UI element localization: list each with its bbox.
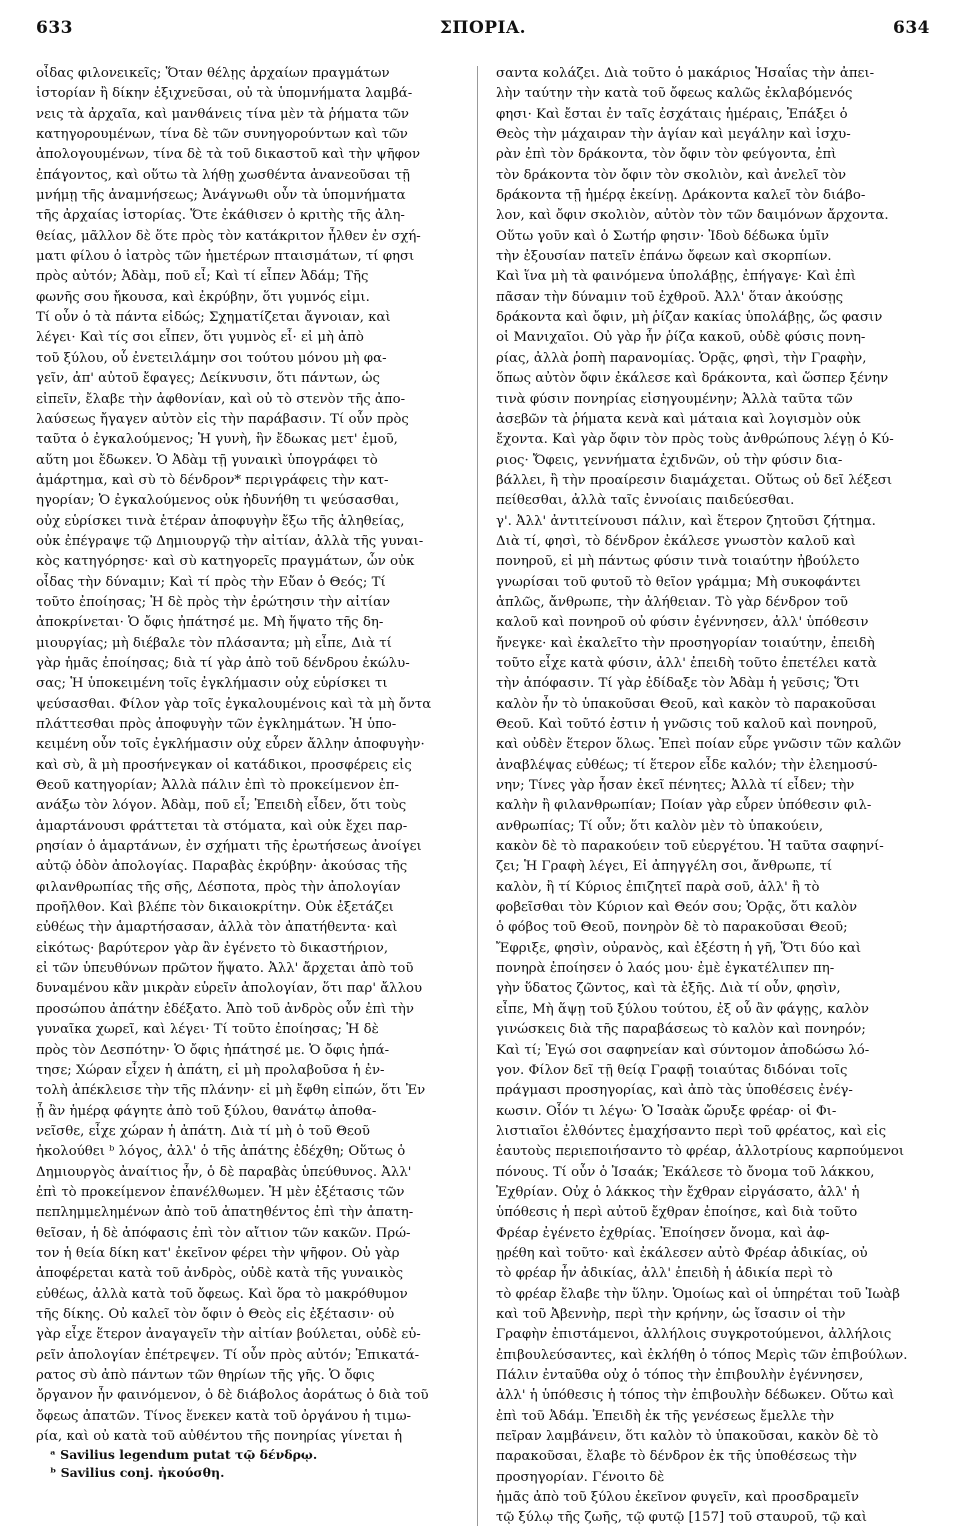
text-line: πονηροῦ, εἰ μὴ πάντως φύσιν τινὰ τοιαύτην ἠβούλετο (496, 554, 860, 570)
text-line: ἁμάρτημα, καὶ σὺ τὸ δένδρον* περιγράφεις τὴν κατ- (36, 472, 389, 488)
text-line: Γραφὴν ἐπιστάμενοι, ἀλλήλοις συγκροτούμενοι, ἀλλήλοις (496, 1327, 892, 1343)
text-line: Ἐχθρίαν. Οὐχ ὁ λάκκος τὴν ἔχθραν εἰργάσατο, ἀλλ' ἡ (496, 1184, 860, 1200)
text-line: ηγορίαν; Ὁ ἐγκαλούμενος οὐκ ἠδυνήθη τι ψεύσασθαι, (36, 493, 400, 509)
text-line: γνωρίσαι τοῦ φυτοῦ τὸ θεῖον γράμμα; Μὴ συκοφάντει (496, 574, 861, 590)
text-line: ἤνεγκε· καὶ ἐκαλεῖτο τὴν προσηγορίαν τοιαύτην, ἐπειδὴ (496, 635, 875, 651)
text-line: Θεοῦ κατηγορίαν; Ἀλλὰ πάλιν ἐπὶ τὸ προκείμενον ἐπ- (36, 778, 399, 794)
text-line: πόνους. Τί οὖν ὁ Ἰσαάκ; Ἐκάλεσε τὸ ὄνομα τοῦ λάκκου, (496, 1164, 875, 1180)
text-line: τὸν δράκοντα τὸν ὄφιν τὸν σκολιὸν, καὶ ἀνελεῖ τὸν (496, 167, 847, 183)
text-line: ρησίαν ὁ ἁμαρτάνων, ἐν σχήματι τῆς ἐρωτήσεως ἀνοίγει (36, 839, 422, 855)
text-line: Καὶ ἵνα μὴ τὰ φαινόμενα ὑπολάβῃς, ἐπήγαγε· Καὶ ἐπὶ (496, 269, 856, 285)
text-line: ἡμᾶς ἀπὸ τοῦ ξύλου ἐκεῖνον φυγεῖν, καὶ προσδραμεῖν (496, 1490, 859, 1506)
text-line: Οὕτω γοῦν καὶ ὁ Σωτήρ φησιν· Ἰδοὺ δέδωκα ὑμῖν (496, 228, 829, 244)
text-line: δράκοντα καὶ ὄφιν, μὴ ῥίζαν κακίας ὑπολάβῃς, ὥς φασιν (496, 310, 883, 326)
text-line: Διὰ τί, φησὶ, τὸ δένδρον ἐκάλεσε γνωστὸν καλοῦ καὶ (496, 533, 856, 549)
text-line: τησε; Χώραν εἶχεν ἡ ἀπάτη, εἰ μὴ προλαβοῦσα ἡ ἐν- (36, 1062, 385, 1078)
text-line: εὐθέως τὴν ἁμαρτήσασαν, ἀλλὰ τὸν ἀπατήθεντα· καὶ (36, 920, 398, 936)
text-line: γινώσκεις διὰ τῆς παραβάσεως τὸ καλὸν καὶ πονηρόν; (496, 1022, 866, 1038)
column-divider (477, 66, 478, 1526)
text-line: ὄργανον ἦν φαινόμενον, ὁ δὲ διάβολος ἀοράτως ὁ διὰ τοῦ (36, 1388, 429, 1404)
text-line: νεῖσθε, εἶχε χώραν ἡ ἀπάτη. Διὰ τί μὴ ὁ τοῦ Θεοῦ (36, 1123, 370, 1139)
text-line: νην; Τίνες γὰρ ἦσαν ἐκεῖ πένητες; Ἀλλὰ τί εἶδεν; τὴν (496, 778, 855, 794)
text-line: οἶδας τὴν δύναμιν; Καὶ τί πρὸς τὴν Εὔαν ὁ Θεός; Τί (36, 574, 386, 590)
text-line: ὑπόθεσις ἡ περὶ αὐτοῦ ἔχθραν ἐποίησε, καὶ διὰ τοῦτο (496, 1205, 858, 1221)
text-line: λον, καὶ ὄφιν σκολιὸν, αὐτὸν τὸν τῶν δαιμόνων ἄρχοντα. (496, 208, 889, 224)
text-line: τοῦτο ἐποίησας; Ἡ δὲ πρὸς τὴν ἐρώτησιν τὴν αἰτίαν (36, 594, 391, 610)
text-line: Τί οὖν ὁ τὰ πάντα εἰδώς; Σχηματίζεται ἄγνοιαν, καὶ (36, 310, 391, 326)
footnotes (50, 1446, 470, 1482)
footnote: ᵃ Savilius legendum putat τῷ δένδρῳ. (50, 1447, 318, 1462)
text-line: εὐθέως, ἀλλὰ κατὰ τοῦ ὄφεως. Καὶ ὅρα τὸ μακρόθυμον (36, 1286, 408, 1302)
text-line: μνήμῃ τῆς ἀναμνήσεως; Ἀνάγνωθι οὖν τὰ ὑπομνήματα (36, 188, 406, 204)
text-line: καλὸν ἦν τὸ ὑπακοῦσαι Θεοῦ, καὶ κακὸν τὸ παρακοῦσαι (496, 696, 877, 712)
text-line: κειμένη οὖν τοῖς ἐγκλήμασιν οὐχ εὗρεν ἄλλην ἀποφυγὴν· (36, 737, 425, 753)
text-line: τον ἡ θεία δίκη κατ' ἐκεῖνον φέρει τὴν ψῆφον. Οὐ γὰρ (36, 1245, 400, 1261)
text-line: τὴν ἐξουσίαν πατεῖν ἐπάνω ὄφεων καὶ σκορπίων. (496, 249, 832, 265)
text-line: κὸς κατηγόρησε· καὶ σὺ κατηγορεῖς πραγμάτων, ὧν οὐκ (36, 554, 415, 570)
text-line: Καὶ τί; Ἐγώ σοι σαφηνείαν καὶ σύντομον ἀποδώσω λό- (496, 1042, 870, 1058)
text-line: ρὰν ἐπὶ τὸν δράκοντα, τὸν ὄφιν τὸν φεύγοντα, ἐπὶ (496, 147, 837, 163)
text-line: εἰ τῶν ὑπευθύνων πρῶτον ἥψατο. Ἀλλ' ἄρχεται ἀπὸ τοῦ (36, 961, 414, 977)
text-line: τὴν ἀπόφασιν. Τί γὰρ ἐδίδαξε τὸν Ἀδὰμ ἡ γεῦσις; Ὅτι (496, 676, 860, 692)
text-line: ἔχοντα. Καὶ γὰρ ὄφιν τὸν πρὸς τοὺς ἀνθρώπους λέγῃ ὁ Κύ- (496, 432, 894, 448)
text-line: ἀπολογουμένων, τίνα δὲ τὰ τοῦ δικαστοῦ καὶ τὴν ψῆφον (36, 147, 421, 163)
text-line: Θεοῦ. Καὶ τοῦτό ἐστιν ἡ γνῶσις τοῦ καλοῦ καὶ πονηροῦ, (496, 717, 878, 732)
text-line: πείθεσθαι, ἀλλὰ ταῖς ἐννοίαις παιδεύεσθαι. (496, 493, 795, 509)
text-line: σαντα κολάζει. Διὰ τοῦτο ὁ μακάριος Ἡσαΐας τὴν ἀπει- (496, 66, 875, 81)
text-line: οἶδας φιλονεικεῖς; Ὅταν θέλῃς ἀρχαίων πραγμάτων (36, 66, 390, 81)
text-line: προσώπου ἀπάτην ἐδέξατο. Ἀπὸ τοῦ ἀνδρὸς οὖν ἐπὶ τὴν (36, 1001, 414, 1017)
text-line: λὴν ταύτην τὴν κατὰ τοῦ ὄφεως καλῶς ἐκλαβόμενός (496, 86, 853, 102)
right-text-column (496, 64, 930, 1530)
text-line: θεῖσαν, ἡ δὲ ἀπόφασις ἐπὶ τὸν αἴτιον τῶν κακῶν. Πρώ- (36, 1225, 411, 1241)
text-line: τὸ φρέαρ ἦν ἀδικίας, ἀλλ' ἐπειδὴ ἡ ἀδικία περὶ τὸ (496, 1266, 833, 1282)
text-line: λαύσεως ἤγαγεν αὐτὸν εἰς τὴν παράβασιν. Τί οὖν πρὸς (36, 411, 409, 427)
text-line: σας; Ἡ ὑποκειμένη τοῖς ἐγκλήμασιν οὐχ εὑρίσκει τι (36, 676, 388, 692)
text-line: ταῦτα ὁ ἐγκαλούμενος; Ἡ γυνὴ, ἣν ἔδωκας μετ' ἐμοῦ, (36, 432, 398, 448)
left-text-column (36, 64, 470, 1444)
text-line: Πάλιν ἐνταῦθα οὐχ ὁ τόπος τὴν ἐπιβουλὴν ἐγέννησεν, (496, 1368, 864, 1383)
text-line: ρεῖν ἀπολογίαν ἐπέτρεψεν. Τί οὖν πρὸς αὐτόν; Ἐπικατά- (36, 1347, 420, 1363)
text-line: οἱ Μανιχαῖοι. Οὐ γὰρ ἦν ῥίζα κακοῦ, οὐδὲ φύσις πονη- (496, 330, 866, 346)
text-line: φοβεῖσθαι τὸν Κύριον καὶ Θεόν σου; Ὁρᾷς, ὅτι καλὸν (496, 900, 858, 916)
text-line: ἐπάγοντος, καὶ οὕτω τὰ λήθῃ χωσθέντα ἀνανεοῦσαι τῇ (36, 167, 410, 183)
text-line: ἀσεβῶν τὰ ῥήματα κενὰ καὶ μάταια καὶ λογισμὸν οὐκ (496, 411, 861, 427)
running-title: ΣΠΟΡΙΑ. (439, 18, 527, 38)
text-line: ἀποκρίνεται· Ὁ ὄφις ἠπάτησέ με. Μὴ ἥψατο τῆς δη- (36, 615, 384, 631)
text-line: αὕτη μοι ἔδωκεν. Ὁ Ἀδὰμ τῇ γυναικὶ ὑπογράφει τὸ (36, 452, 378, 468)
text-line: καὶ σὺ, ἃ μὴ προσήνεγκαν οἱ κατάδικοι, προσφέρεις εἰς (36, 757, 412, 773)
text-line: γὴν ὕδατος ζῶντος, καὶ τὰ ἑξῆς. Διὰ τί οὖν, φησὶν, (496, 981, 841, 997)
text-line: γὰρ ἡμᾶς ἐποίησας; διὰ τί γὰρ ἀπὸ τοῦ δένδρου ἐκώλυ- (36, 655, 410, 671)
text-line: πρὸς αὐτόν; Ἀδὰμ, ποῦ εἶ; Καὶ τί εἶπεν Ἀδάμ; Τῆς (36, 269, 369, 285)
text-line: ἑαυτοὺς περιεποιήσαντο τὸ φρέαρ, ἀλλοτρίους καρπούμενοι (496, 1144, 905, 1160)
text-line: ψεύσασθαι. Φίλον γὰρ τοῖς ἐγκαλουμένοις καὶ τὰ μὴ ὄντα (36, 696, 432, 712)
text-line: τὸ φρέαρ ἔλαβε τὴν ὕλην. Ὁμοίως καὶ οἱ ὑπηρέται τοῦ Ἰωὰβ (496, 1286, 900, 1302)
text-line: εἰπεῖν, ἔλαβε τὴν ἀφθονίαν, καὶ οὐ τὸ στενὸν τῆς ἀπο- (36, 391, 406, 407)
text-line: ἁπλῶς, ἄνθρωπε, τὴν ἀλήθειαν. Τὸ γὰρ δένδρον τοῦ (496, 594, 848, 610)
text-line: τῆς δίκης. Οὐ καλεῖ τὸν ὄφιν ὁ Θεὸς εἰς ἐξέτασιν· οὐ (36, 1306, 395, 1322)
text-line: ριος· Ὄφεις, γεννήματα ἐχιδνῶν, οὐ τὴν φύσιν δια- (496, 452, 843, 468)
page-number-right: 634 (893, 18, 930, 38)
text-line: τινὰ φύσιν πονηρίας εἰσηγουμένην; Ἀλλὰ ταῦτα τῶν (496, 391, 853, 407)
text-line: πράγμασι προσηγορίας, καὶ ἀπὸ τὰς ὑποθέσεις ἐνέγ- (496, 1083, 853, 1099)
text-line: εἶπε, Μὴ ἅψῃ τοῦ ξύλου τούτου, ἐξ οὗ ἂν φάγῃς, καλὸν (496, 1001, 869, 1017)
text-line: οὐκ ἐπέγραψε τῷ Δημιουργῷ τὴν αἰτίαν, ἀλλὰ τῆς γυναι- (36, 533, 424, 549)
text-line: ἐπὶ τοῦ Ἀδάμ. Ἐπειδὴ ἐκ τῆς γενέσεως ἔμελλε τὴν (496, 1408, 835, 1424)
page-number-left: 633 (36, 18, 73, 38)
text-line: Φρέαρ ἐγένετο ἐχθρίας. Ἐποίησεν ὄνομα, καὶ ἀφ- (496, 1225, 830, 1241)
text-line: κατηγορουμένων, τίνα δὲ τῶν συνηγορούντων καὶ τῶν (36, 127, 408, 143)
text-line: πονηρὰ ἐποίησεν ὁ λαός μου· ἐμὲ ἐγκατέλιπεν πη- (496, 961, 835, 977)
text-line: λέγει· Καὶ τίς σοι εἶπεν, ὅτι γυμνὸς εἶ· εἰ μὴ ἀπὸ (36, 330, 364, 346)
text-line: ᾗ ἂν ἡμέρᾳ φάγητε ἀπὸ τοῦ ξύλου, θανάτῳ ἀποθα- (36, 1103, 377, 1119)
text-line: καὶ οὐδὲν ἕτερον ὅλως. Ἐπεὶ ποίαν εὗρε γνῶσιν τῶν καλῶν (496, 737, 902, 753)
text-line (496, 1529, 930, 1530)
text-line: βάλλει, ἢ τὴν προαίρεσιν διαμάχεται. Οὕτως οὐ δεῖ λέξεσι (496, 472, 893, 488)
text-line: Θεὸς τὴν μάχαιραν τὴν ἁγίαν καὶ μεγάλην καὶ ἰσχυ- (496, 127, 851, 143)
text-line: μιουργίας; μὴ διέβαλε τὸν πλάσαντα; μὴ εἶπε, Διὰ τί (36, 635, 392, 651)
text-line: αὐτῷ ὁδὸν ἀπολογίας. Παραβὰς ἐκρύβην· ἀκούσας τῆς (36, 859, 408, 875)
text-line: πεπλημμελημένων ἀπὸ τοῦ ἀπατηθέντος ἐπὶ τὴν ἀπατη- (36, 1205, 414, 1221)
text-line: καλὴν ἢ φιλανθρωπίαν; Ποίαν γὰρ εὗρεν ὑπόθεσιν φιλ- (496, 798, 872, 814)
text-line: δράκοντα τῇ ἡμέρᾳ ἐκείνῃ. Δράκοντα καλεῖ τὸν διάβο- (496, 188, 866, 204)
text-line: ματι φίλου ὁ ἰατρὸς τῶν ἡμετέρων πταισμάτων, τί φησι (36, 249, 415, 265)
text-line: ἐπιβουλεύσαντες, καὶ ἐκλήθη ὁ τόπος Μερὶς τῶν ἐπιβούλων. (496, 1347, 908, 1363)
text-line: ρία, καὶ οὐ κατὰ τοῦ αὐθέντου τῆς πονηρίας γίνεται ἡ (36, 1429, 403, 1444)
text-line: τολὴ ἀπέκλεισε τὴν τῆς πλάνην· εἰ μὴ ἔφθη εἰπών, ὅτι Ἐν (36, 1083, 426, 1099)
text-line: τῷ ξύλῳ τῆς ζωῆς, τῷ φυτῷ [157] τοῦ σταυροῦ, τῷ καὶ (496, 1510, 867, 1526)
text-line: ἠκολούθει ᵇ λόγος, ἀλλ' ὁ τῆς ἀπάτης ἐδέχθη; Οὕτως ὁ (36, 1144, 406, 1160)
text-line: ὄφεως ἀπατῶν. Τίνος ἕνεκεν κατὰ τοῦ ὀργάνου ἡ τιμω- (36, 1408, 412, 1424)
text-line: τοῦ ξύλου, οὗ ἐνετειλάμην σοι τούτου μόνου μὴ φα- (36, 350, 387, 366)
text-line: εἰκότως· βαρύτερον γὰρ ἂν ἐγένετο τὸ δικαστήριον, (36, 940, 389, 956)
text-line: τοῦτο εἶχε κατὰ φύσιν, ἀλλ' ἐπειδὴ τοῦτο ἐπετέλει κατὰ (496, 655, 877, 671)
text-line: ἀλλ' ἡ ὑπόθεσις ἡ τόπος τὴν ἐπιβουλὴν δέδωκεν. Οὕτω καὶ (496, 1388, 895, 1404)
text-line: κακὸν δὲ τὸ παρακούειν τοῦ εὐεργέτου. Ἡ ταῦτα σαφηνί- (496, 839, 884, 855)
text-line: ρίας, ἀλλὰ ῥοπὴ παρανομίας. Ὁρᾷς, φησὶ, τὴν Γραφὴν, (496, 350, 867, 366)
text-line: ζει; Ἡ Γραφὴ λέγει, Εἰ ἀπηγγέλη σοι, ἄνθρωπε, τί (496, 859, 833, 875)
text-line: πᾶσαν τὴν δύναμιν τοῦ ἐχθροῦ. Ἀλλ' ὅταν ἀκούσῃς (496, 289, 844, 305)
text-line: νεις τὰ ἀρχαῖα, καὶ μανθάνεις τίνα μὲν τὰ ῥήματα τῶν (36, 106, 409, 122)
text-line: ανθρωπίας; Τί οὖν; ὅτι καλὸν μὲν τὸ ὑπακούειν, (496, 818, 824, 834)
text-line: Ἔφριξε, φησὶν, οὐρανὸς, καὶ ἐξέστη ἡ γῆ, Ὅτι δύο καὶ (496, 940, 862, 956)
text-line: κωσιν. Οἷόν τι λέγω· Ὁ Ἰσαὰκ ὤρυξε φρέαρ· οἱ Φι- (496, 1103, 837, 1119)
text-line: φησι· Καὶ ἔσται ἐν ταῖς ἐσχάταις ἡμέραις, Ἐπάξει ὁ (496, 106, 848, 122)
text-line: πρὸς τὸν Δεσπότην· Ὁ ὄφις ἠπάτησέ με. Ὁ ὄφις ἠπά- (36, 1042, 390, 1058)
text-line: γον. Φίλον δεῖ τῇ θείᾳ Γραφῇ τοιαύτας διδόναι τοῖς (496, 1062, 848, 1078)
text-line: θείας, μᾶλλον δὲ ὅτε πρὸς τὸν κατάκριτον ἦλθεν ἐν σχή- (36, 228, 421, 244)
text-line: ἀναβλέψας εὐθέως; τί ἕτερον εἶδε καλόν; τὴν ἐλεημοσύ- (496, 757, 878, 773)
text-line: φιλανθρωπίας τῆς σῆς, Δέσποτα, πρὸς τὴν ἀπολογίαν (36, 879, 401, 895)
text-line: πεῖραν λαμβάνειν, ὅτι καλὸν τὸ ὑπακοῦσαι, κακὸν δὲ τὸ (496, 1429, 879, 1445)
text-line: καλοῦ καὶ πονηροῦ οὐ φύσιν ἐγέννησεν, ἀλλ' ὑπόθεσιν (496, 615, 869, 631)
text-line: τῆς ἀρχαίας ἱστορίας. Ὅτε ἐκάθισεν ὁ κριτὴς τῆς ἀλη- (36, 208, 405, 224)
text-line: καὶ τοῦ Ἀβεννὴρ, περὶ τὴν κρήνην, ὡς ἴσασιν οἱ τὴν (496, 1306, 846, 1322)
text-line: ανάξω τὸν λόγον. Ἀδὰμ, ποῦ εἶ; Ἐπειδὴ εἶδεν, ὅτι τοὺς (36, 798, 407, 814)
text-line: Δημιουργὸς ἀναίτιος ἦν, ὁ δὲ παραβὰς ὑπεύθυνος. Ἀλλ' (36, 1164, 412, 1180)
footnote: ᵇ Savilius conj. ἠκούσθη. (50, 1465, 225, 1480)
text-line: γεῖν, ἀπ' αὐτοῦ ἔφαγες; Δείκνυσιν, ὅτι πάντων, ὡς (36, 371, 380, 387)
text-line: προσηγορίαν. Γένοιτο δὲ (496, 1469, 665, 1485)
text-line: ἁμαρτάνουσι φράττεται τὰ στόματα, καὶ οὐκ ἔχει παρ- (36, 818, 408, 834)
text-line: γ'. Ἀλλ' ἀντιτείνουσι πάλιν, καὶ ἕτερον ζητοῦσι ζήτημα. (496, 513, 876, 529)
text-line: ἱστορίαν ἢ δίκην ἐξιχνεῦσαι, οὐ τὰ ὑπομνήματα λαμβά- (36, 86, 413, 102)
text-line: παρακοῦσαι, ἔλαβε τὸ δένδρον ἐκ τῆς ὑποθέσεως τὴν (496, 1449, 857, 1465)
text-line: δυναμένου κἂν μικρὰν εὑρεῖν ἀπολογίαν, ὅτι παρ' ἄλλου (36, 981, 423, 997)
text-line: γυναῖκα χωρεῖ, καὶ λέγει· Τί τοῦτο ἐποίησας; Ἡ δὲ (36, 1022, 379, 1038)
text-line: γὰρ εἶχε ἕτερον ἀναγαγεῖν τὴν αἰτίαν βούλεται, οὐδὲ εὑ- (36, 1327, 421, 1343)
text-line: προῆλθον. Καὶ βλέπε τὸν δικαιοκρίτην. Οὐκ ἐξετάζει (36, 900, 394, 916)
text-line: ὅπως αὐτὸν ὄφιν ἐκάλεσε καὶ δράκοντα, καὶ ὥσπερ ξένην (496, 371, 889, 387)
text-line: ἐπὶ τὸ προκείμενον ἐπανέλθωμεν. Ἡ μὲν ἐξέτασις τῶν (36, 1184, 405, 1200)
text-line: ἀποφέρεται κατὰ τοῦ ἀνδρὸς, οὐδὲ κατὰ τῆς γυναικὸς (36, 1266, 404, 1282)
text-line: οὐχ εὑρίσκει τινὰ ἑτέραν ἀποφυγὴν ἔξω τῆς ἀληθείας, (36, 513, 405, 529)
text-line: καλὸν, ἢ τί Κύριος ἐπιζητεῖ παρὰ σοῦ, ἀλλ' ἢ τὸ (496, 879, 820, 895)
text-line: ὁ φόβος τοῦ Θεοῦ, πονηρὸν δὲ τὸ παρακοῦσαι Θεοῦ; (496, 920, 848, 936)
page-header (36, 8, 930, 48)
text-line: ῃρέθη καὶ τοῦτο· καὶ ἐκάλεσεν αὐτὸ Φρέαρ ἀδικίας, οὐ (496, 1245, 868, 1261)
text-line: φωνῆς σου ἤκουσα, καὶ ἐκρύβην, ὅτι γυμνός εἰμι. (36, 289, 370, 305)
text-line: πλάττεσθαι πρὸς ἀποφυγὴν τῶν ἐγκλημάτων. Ἡ ὑπο- (36, 717, 397, 732)
text-line: ρατος σὺ ἀπὸ πάντων τῶν θηρίων τῆς γῆς. Ὁ ὄφις (36, 1368, 375, 1383)
text-line: λιστιαῖοι ἐλθόντες ἐμαχήσαντο περὶ τοῦ φρέατος, καὶ εἰς (496, 1123, 887, 1139)
